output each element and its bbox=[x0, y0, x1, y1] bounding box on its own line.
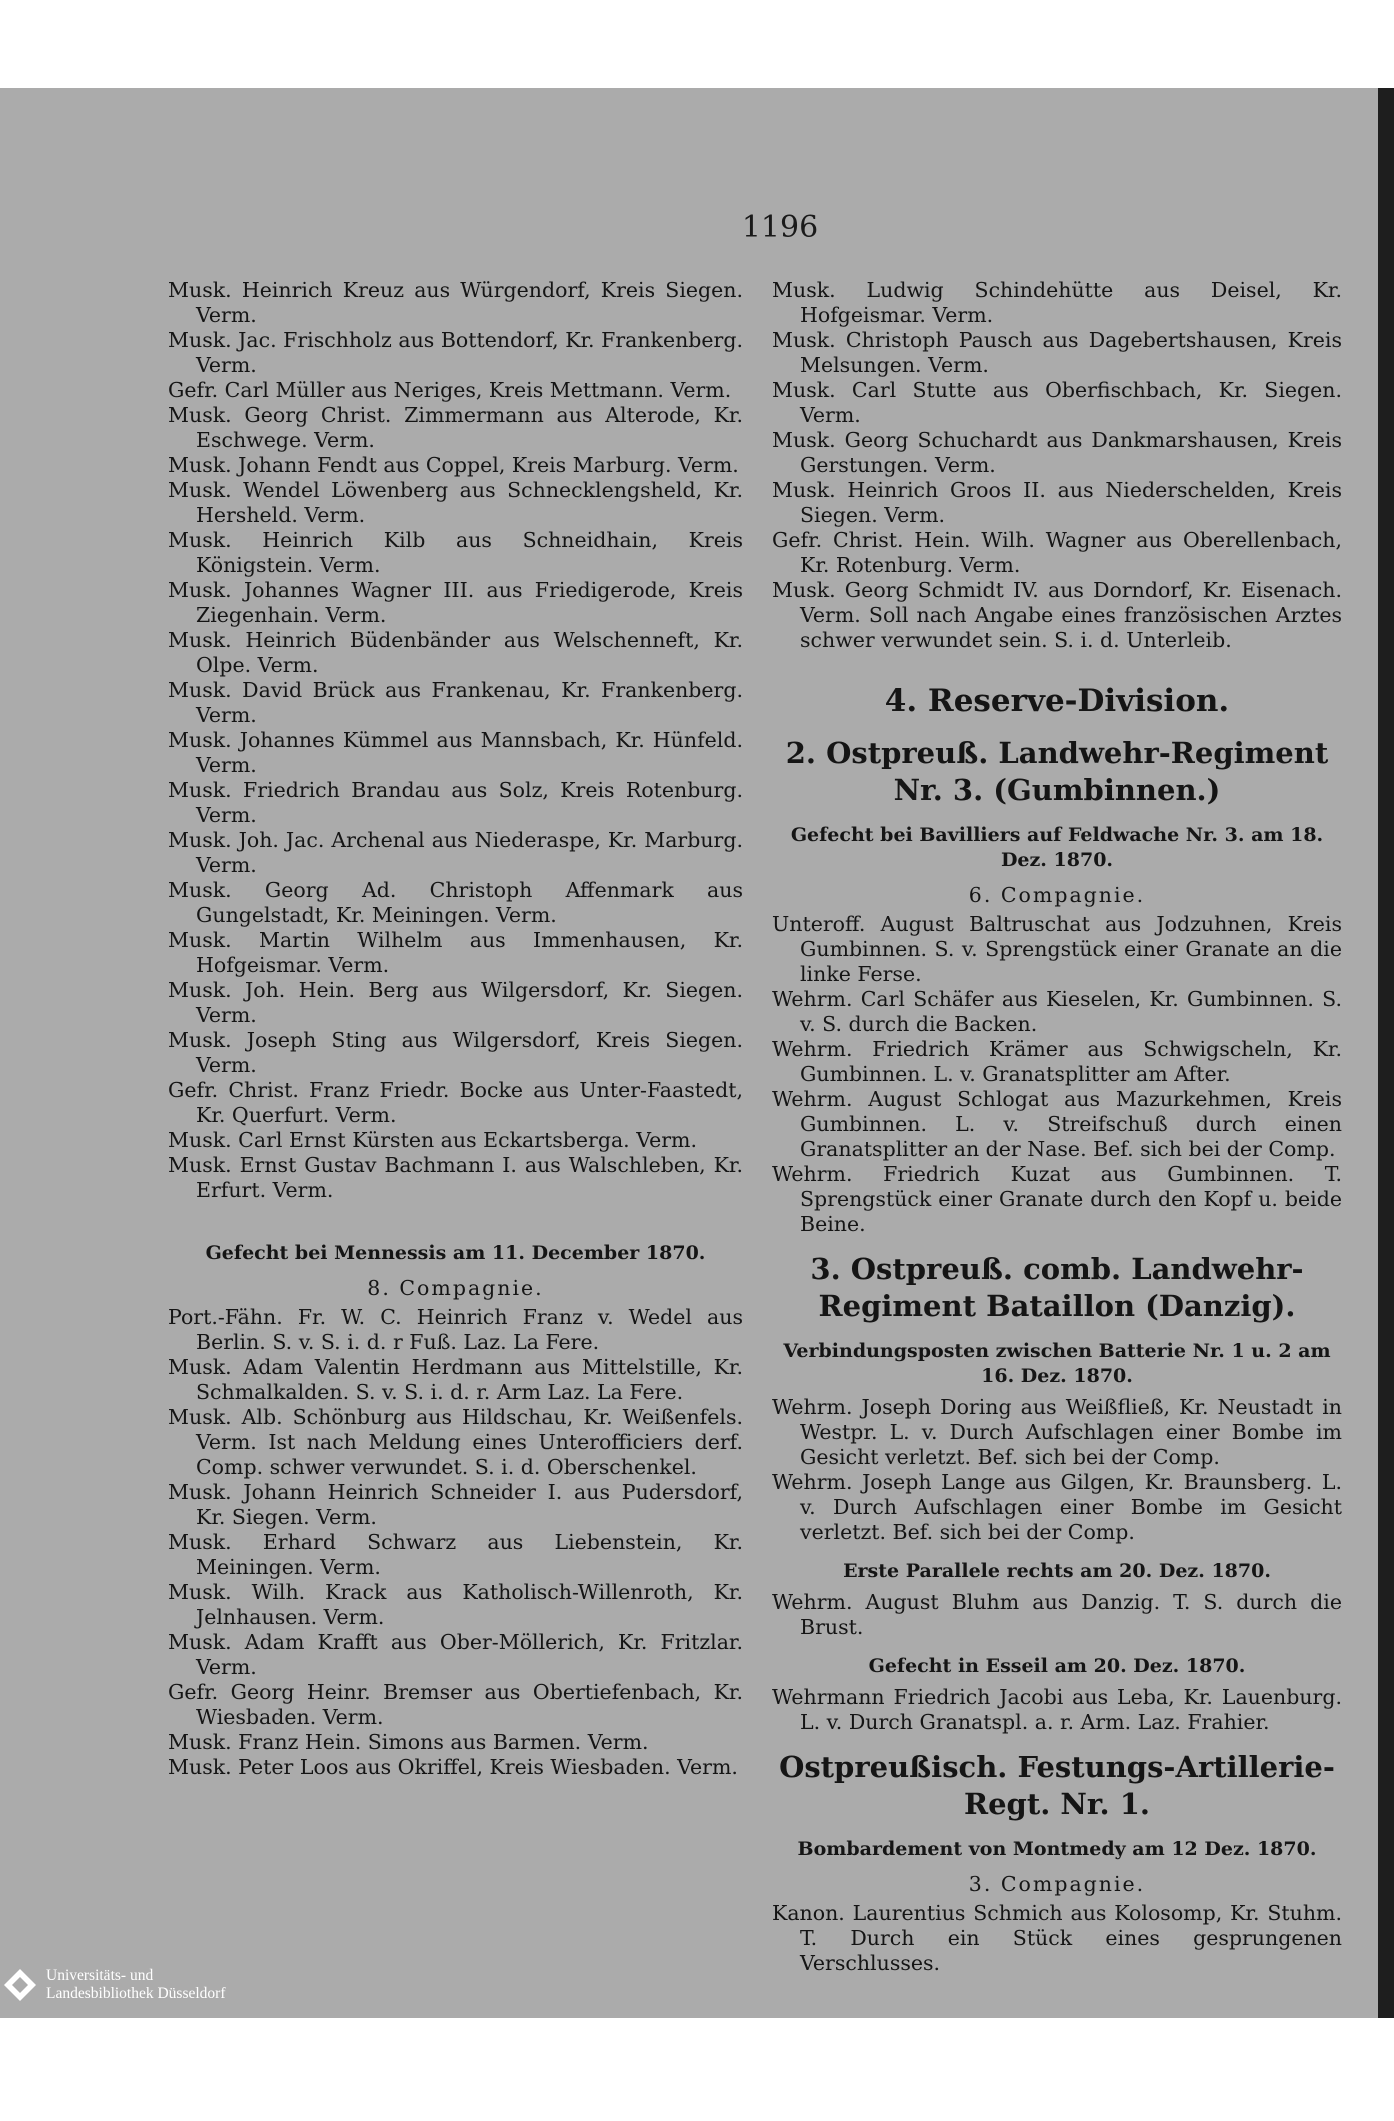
entries-esseil bbox=[772, 1685, 1342, 1735]
battle-heading-mennessis: Gefecht bei Mennessis am 11. December 1870. bbox=[205, 1242, 706, 1264]
left-column bbox=[168, 278, 743, 1780]
casualty-entry: Musk. Johann Fendt aus Coppel, Kreis Marburg. Verm. bbox=[168, 453, 739, 477]
casualty-entry: Musk. Jac. Frischholz aus Bottendorf, Kr. Frankenberg. Verm. bbox=[168, 328, 743, 377]
casualty-entry: Musk. Georg Ad. Christoph Affenmark aus Gungelstadt, Kr. Meiningen. Verm. bbox=[168, 878, 743, 927]
casualty-entry: Gefr. Christ. Hein. Wilh. Wagner aus Oberellenbach, Kr. Rotenburg. Verm. bbox=[772, 528, 1342, 577]
casualty-entry: Musk. Heinrich Groos II. aus Niederschelden, Kreis Siegen. Verm. bbox=[772, 478, 1342, 527]
casualty-entry: Musk. Georg Schuchardt aus Dankmarshausen, Kreis Gerstungen. Verm. bbox=[772, 428, 1342, 477]
casualty-entry: Musk. Martin Wilhelm aus Immenhausen, Kr. Hofgeismar. Verm. bbox=[168, 928, 743, 977]
casualty-entry: Musk. Heinrich Kilb aus Schneidhain, Kreis Königstein. Verm. bbox=[168, 528, 743, 577]
casualty-entry: Musk. Carl Stutte aus Oberfischbach, Kr. Siegen. Verm. bbox=[772, 378, 1342, 427]
footer-line-2: Landesbibliothek Düsseldorf bbox=[46, 1985, 226, 2002]
casualty-entry: Wehrm. August Schlogat aus Mazurkehmen, Kreis Gumbinnen. L. v. Streifschuß durch einen Granatsplitter an der Nase. Bef. sich bei der Comp. bbox=[772, 1087, 1342, 1161]
right-column bbox=[772, 278, 1342, 1976]
casualty-entry: Musk. Franz Hein. Simons aus Barmen. Verm. bbox=[168, 1730, 649, 1754]
casualty-entry: Musk. Alb. Schönburg aus Hildschau, Kr. Weißenfels. Verm. Ist nach Meldung eines Unterofficiers derf. Comp. schwer verwundet. S. i. d. Oberschenkel. bbox=[168, 1405, 743, 1479]
casualty-entry: Wehrm. Joseph Doring aus Weißfließ, Kr. Neustadt in Westpr. L. v. Durch Aufschlagen einer Bombe im Gesicht verletzt. Bef. sich bei der Comp. bbox=[772, 1395, 1342, 1469]
casualty-entry: Musk. Joseph Sting aus Wilgersdorf, Kreis Siegen. Verm. bbox=[168, 1028, 743, 1077]
casualty-entry: Musk. Christoph Pausch aus Dagebertshausen, Kreis Melsungen. Verm. bbox=[772, 328, 1342, 377]
company-heading-3: 3. Compagnie. bbox=[968, 1872, 1146, 1896]
casualty-entry: Wehrm. Friedrich Kuzat aus Gumbinnen. T. Sprengstück einer Granate durch den Kopf u. beide Beine. bbox=[772, 1162, 1342, 1236]
regiment-heading-danzig: 3. Ostpreuß. comb. Landwehr-Regiment Bataillon (Danzig). bbox=[810, 1252, 1304, 1323]
entries-montmedy bbox=[772, 1901, 1342, 1976]
left-entries-bottom bbox=[168, 1305, 743, 1780]
casualty-entry: Wehrm. Friedrich Krämer aus Schwigscheln, Kr. Gumbinnen. L. v. Granatsplitter am After. bbox=[772, 1037, 1342, 1086]
casualty-entry: Unteroff. August Baltruschat aus Jodzuhnen, Kreis Gumbinnen. S. v. Sprengstück einer Granate an die linke Ferse. bbox=[772, 912, 1342, 986]
casualty-entry: Musk. Joh. Hein. Berg aus Wilgersdorf, Kr. Siegen. Verm. bbox=[168, 978, 743, 1027]
entries-regiment-danzig bbox=[772, 1395, 1342, 1545]
scan-edge bbox=[1378, 88, 1394, 2018]
casualty-entry: Musk. Georg Schmidt IV. aus Dorndorf, Kr. Eisenach. Verm. Soll nach Angabe eines französischen Arztes schwer verwundet sein. S. i. d. Unterleib. bbox=[772, 578, 1342, 652]
casualty-entry: Musk. Carl Ernst Kürsten aus Eckartsberga. Verm. bbox=[168, 1128, 698, 1152]
casualty-entry: Musk. Heinrich Büdenbänder aus Welschenneft, Kr. Olpe. Verm. bbox=[168, 628, 743, 677]
casualty-entry: Musk. Joh. Jac. Archenal aus Niederaspe, Kr. Marburg. Verm. bbox=[168, 828, 743, 877]
division-heading: 4. Reserve-Division. bbox=[884, 683, 1230, 719]
company-heading-8: 8. Compagnie. bbox=[367, 1276, 544, 1300]
casualty-entry: Musk. Erhard Schwarz aus Liebenstein, Kr. Meiningen. Verm. bbox=[168, 1530, 743, 1579]
footer-line-1: Universitäts- und bbox=[46, 1967, 154, 1984]
library-footer bbox=[0, 1955, 300, 2015]
casualty-entry: Gefr. Carl Müller aus Neriges, Kreis Mettmann. Verm. bbox=[168, 378, 732, 402]
page-number: 1196 bbox=[741, 210, 819, 245]
casualty-entry: Musk. Adam Krafft aus Ober-Möllerich, Kr. Fritzlar. Verm. bbox=[168, 1630, 743, 1679]
battle-heading-montmedy: Bombardement von Montmedy am 12 Dez. 1870. bbox=[797, 1838, 1317, 1860]
battle-heading-erste-parallele: Erste Parallele rechts am 20. Dez. 1870. bbox=[843, 1560, 1271, 1582]
battle-heading-bavilliers: Gefecht bei Bavilliers auf Feldwache Nr. 3. am 18. Dez. 1870. bbox=[790, 824, 1324, 871]
casualty-entry: Musk. Friedrich Brandau aus Solz, Kreis Rotenburg. Verm. bbox=[168, 778, 743, 827]
company-heading-6: 6. Compagnie. bbox=[968, 883, 1146, 907]
casualty-entry: Musk. Johannes Kümmel aus Mannsbach, Kr. Hünfeld. Verm. bbox=[168, 728, 743, 777]
casualty-entry: Port.-Fähn. Fr. W. C. Heinrich Franz v. Wedel aus Berlin. S. v. S. i. d. r Fuß. Laz. La Fere. bbox=[168, 1305, 743, 1354]
casualty-entry: Musk. Wendel Löwenberg aus Schnecklengsheld, Kr. Hersheld. Verm. bbox=[168, 478, 743, 527]
casualty-entry: Musk. Johann Heinrich Schneider I. aus Pudersdorf, Kr. Siegen. Verm. bbox=[168, 1480, 743, 1529]
casualty-entry: Wehrm. Carl Schäfer aus Kieselen, Kr. Gumbinnen. S. v. S. durch die Backen. bbox=[772, 987, 1342, 1036]
casualty-entry: Wehrm. August Bluhm aus Danzig. T. S. durch die Brust. bbox=[772, 1590, 1342, 1639]
casualty-entry: Musk. Peter Loos aus Okriffel, Kreis Wiesbaden. Verm. bbox=[168, 1755, 738, 1779]
casualty-entry: Musk. Ludwig Schindehütte aus Deisel, Kr. Hofgeismar. Verm. bbox=[772, 278, 1342, 327]
casualty-entry: Gefr. Christ. Franz Friedr. Bocke aus Unter-Faastedt, Kr. Querfurt. Verm. bbox=[168, 1078, 743, 1127]
regiment-heading-festungs-artillerie: Ostpreußisch. Festungs-Artillerie-Regt. Nr. 1. bbox=[779, 1750, 1335, 1821]
casualty-entry: Wehrm. Joseph Lange aus Gilgen, Kr. Braunsberg. L. v. Durch Aufschlagen einer Bombe im Gesicht verletzt. Bef. sich bei der Comp. bbox=[772, 1470, 1342, 1544]
casualty-entry: Wehrmann Friedrich Jacobi aus Leba, Kr. Lauenburg. L. v. Durch Granatspl. a. r. Arm. Laz. Frahier. bbox=[772, 1685, 1342, 1734]
casualty-entry: Musk. David Brück aus Frankenau, Kr. Frankenberg. Verm. bbox=[168, 678, 743, 727]
regiment-heading-gumbinnen: 2. Ostpreuß. Landwehr-Regiment Nr. 3. (Gumbinnen.) bbox=[785, 736, 1329, 807]
casualty-entry: Musk. Johannes Wagner III. aus Friedigerode, Kreis Ziegenhain. Verm. bbox=[168, 578, 743, 627]
left-entries-top bbox=[168, 278, 743, 1203]
entries-regiment-gumbinnen bbox=[772, 912, 1342, 1237]
casualty-entry: Musk. Adam Valentin Herdmann aus Mittelstille, Kr. Schmalkalden. S. v. S. i. d. r. Arm Laz. La Fere. bbox=[168, 1355, 743, 1404]
battle-heading-verbindungsposten: Verbindungsposten zwischen Batterie Nr. 1 u. 2 am 16. Dez. 1870. bbox=[783, 1340, 1331, 1387]
casualty-entry: Gefr. Georg Heinr. Bremser aus Obertiefenbach, Kr. Wiesbaden. Verm. bbox=[168, 1680, 743, 1729]
entries-erste-parallele bbox=[772, 1590, 1342, 1640]
casualty-entry: Musk. Ernst Gustav Bachmann I. aus Walschleben, Kr. Erfurt. Verm. bbox=[168, 1153, 743, 1202]
casualty-entry: Musk. Wilh. Krack aus Katholisch-Willenroth, Kr. Jelnhausen. Verm. bbox=[168, 1580, 743, 1629]
casualty-entry: Musk. Georg Christ. Zimmermann aus Alterode, Kr. Eschwege. Verm. bbox=[168, 403, 743, 452]
casualty-entry: Kanon. Laurentius Schmich aus Kolosomp, Kr. Stuhm. T. Durch ein Stück eines gesprungenen Verschlusses. bbox=[772, 1901, 1342, 1975]
right-entries-top bbox=[772, 278, 1342, 653]
casualty-entry: Musk. Heinrich Kreuz aus Würgendorf, Kreis Siegen. Verm. bbox=[168, 278, 743, 327]
ulb-diamond-logo-icon bbox=[2, 1967, 38, 2003]
battle-heading-esseil: Gefecht in Esseil am 20. Dez. 1870. bbox=[868, 1655, 1246, 1677]
